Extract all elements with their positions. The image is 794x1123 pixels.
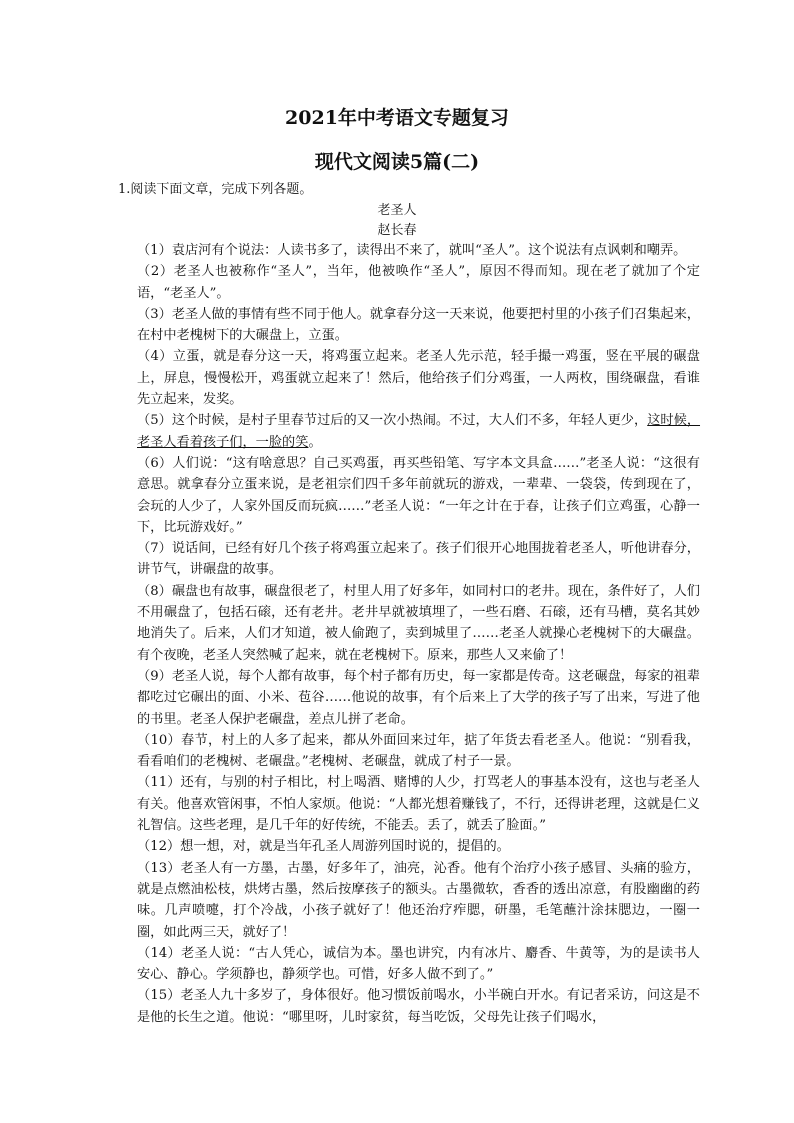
paragraph: （6）人们说：“这有啥意思？自己买鸡蛋，再买些铅笔、写字本文具盒……”老圣人说：“这很有意思。就拿春分立蛋来说，是老祖宗们四千多年前就玩的游戏，一辈辈、一袋袋，传到现在了，会玩的人少了，人家外国反而玩疯……”老圣人说：“一年之计在于春，让孩子们立鸡蛋，心静一下，比玩游戏好。” bbox=[137, 455, 700, 535]
question-prompt: 1.阅读下面文章，完成下列各题。 bbox=[118, 182, 313, 197]
paragraph: （7）说话间，已经有好几个孩子将鸡蛋立起来了。孩子们很开心地围拢着老圣人，听他讲春分，讲节气，讲碾盘的故事。 bbox=[137, 541, 700, 578]
doc-title: 2021年中考语文专题复习 bbox=[285, 107, 509, 129]
paragraph: （14）老圣人说：“古人凭心，诚信为本。墨也讲究，内有冰片、麝香、牛黄等，为的是读书人安心、静心。学须静也，静须学也。可惜，好多人做不到了。” bbox=[137, 945, 700, 983]
paragraph: （4）立蛋，就是春分这一天，将鸡蛋立起来。老圣人先示范，轻手撮一鸡蛋，竖在平展的碾盘上，屏息，慢慢松开，鸡蛋就立起来了！然后，他给孩子们分鸡蛋，一人两枚，围绕碾盘，看谁先立起来，发奖。 bbox=[137, 349, 700, 408]
underlined-sentence: 这时候，老圣人看着孩子们，一脸的笑 bbox=[137, 413, 701, 450]
paragraph: （8）碾盘也有故事，碾盘很老了，村里人用了好多年，如同村口的老井。现在，条件好了，人们不用碾盘了，包括石磙，还有老井。老井早就被填埋了，一些石磨、石磙，还有马槽，莫名其妙地消失了。后来，人们才知道，被人偷跑了，卖到城里了……老圣人就操心老槐树下的大碾盘。有个夜晚，老圣人突然喊了起来，就在老槐树下。原来，那些人又来偷了！ bbox=[137, 583, 700, 663]
paragraph: （1）袁店河有个说法：人读书多了，读得出不来了，就叫“圣人”。这个说法有点讽刺和嘲弄。 bbox=[137, 243, 687, 258]
doc-subtitle: 现代文阅读5篇(二) bbox=[314, 151, 480, 173]
paragraph-text: （5）这个时候，是村子里春节过后的又一次小热闹。不过，大人们不多，年轻人更少， bbox=[137, 413, 648, 429]
paragraph: （11）还有，与别的村子相比，村上喝酒、赌博的人少，打骂老人的事基本没有，这也与老圣人有关。他喜欢管闲事，不怕人家烦。他说：“人都光想着赚钱了，不行，还得讲老理，这就是仁义礼智信。这些老理，是几千年的好传统，不能丢。丢了，就丢了脸面。” bbox=[137, 775, 700, 834]
article-author: 赵长春 bbox=[377, 223, 417, 238]
article-title: 老圣人 bbox=[377, 203, 417, 218]
paragraph: （2）老圣人也被称作“圣人”，当年，他被唤作“圣人”，原因不得而知。现在老了就加了个定语，“老圣人”。 bbox=[137, 264, 700, 301]
paragraph: （13）老圣人有一方墨，古墨，好多年了，油亮，沁香。他有个治疗小孩子感冒、头痛的验方，就是点燃油松枝，烘烤古墨，然后按摩孩子的额头。古墨微软，香香的透出凉意，有股幽幽的药味。几声喷嚏，打个冷战，小孩子就好了！他还治疗痄腮，研墨，毛笔蘸汁涂抹腮边，一圈一圈，如此两三天，就好了！ bbox=[137, 860, 700, 940]
article-body bbox=[137, 240, 700, 1028]
paragraph-text: 。 bbox=[308, 434, 322, 450]
paragraph: （12）想一想，对，就是当年孔圣人周游列国时说的，提倡的。 bbox=[137, 839, 510, 855]
paragraph bbox=[137, 410, 700, 453]
paragraph: （10）春节，村上的人多了起来，都从外面回来过年，掂了年货去看老圣人。他说：“别看我，看看咱们的老槐树、老碾盘。”老槐树、老碾盘，就成了村子一景。 bbox=[137, 732, 700, 770]
paragraph: （15）老圣人九十多岁了，身体很好。他习惯饭前喝水，小半碗白开水。有记者采访，问这是不是他的长生之道。他说：“哪里呀，儿时家贫，每当吃饭，父母先让孩子们喝水， bbox=[137, 988, 700, 1025]
paragraph: （3）老圣人做的事情有些不同于他人。就拿春分这一天来说，他要把村里的小孩子们召集起来，在村中老槐树下的大碾盘上，立蛋。 bbox=[137, 306, 700, 344]
paragraph: （9）老圣人说，每个人都有故事，每个村子都有历史，每一家都是传奇。这老碾盘，每家的祖辈都吃过它碾出的面、小米、苞谷……他说的故事，有个后来上了大学的孩子写了出来，写进了他的书里。老圣人保护老碾盘，差点儿拼了老命。 bbox=[137, 668, 700, 727]
